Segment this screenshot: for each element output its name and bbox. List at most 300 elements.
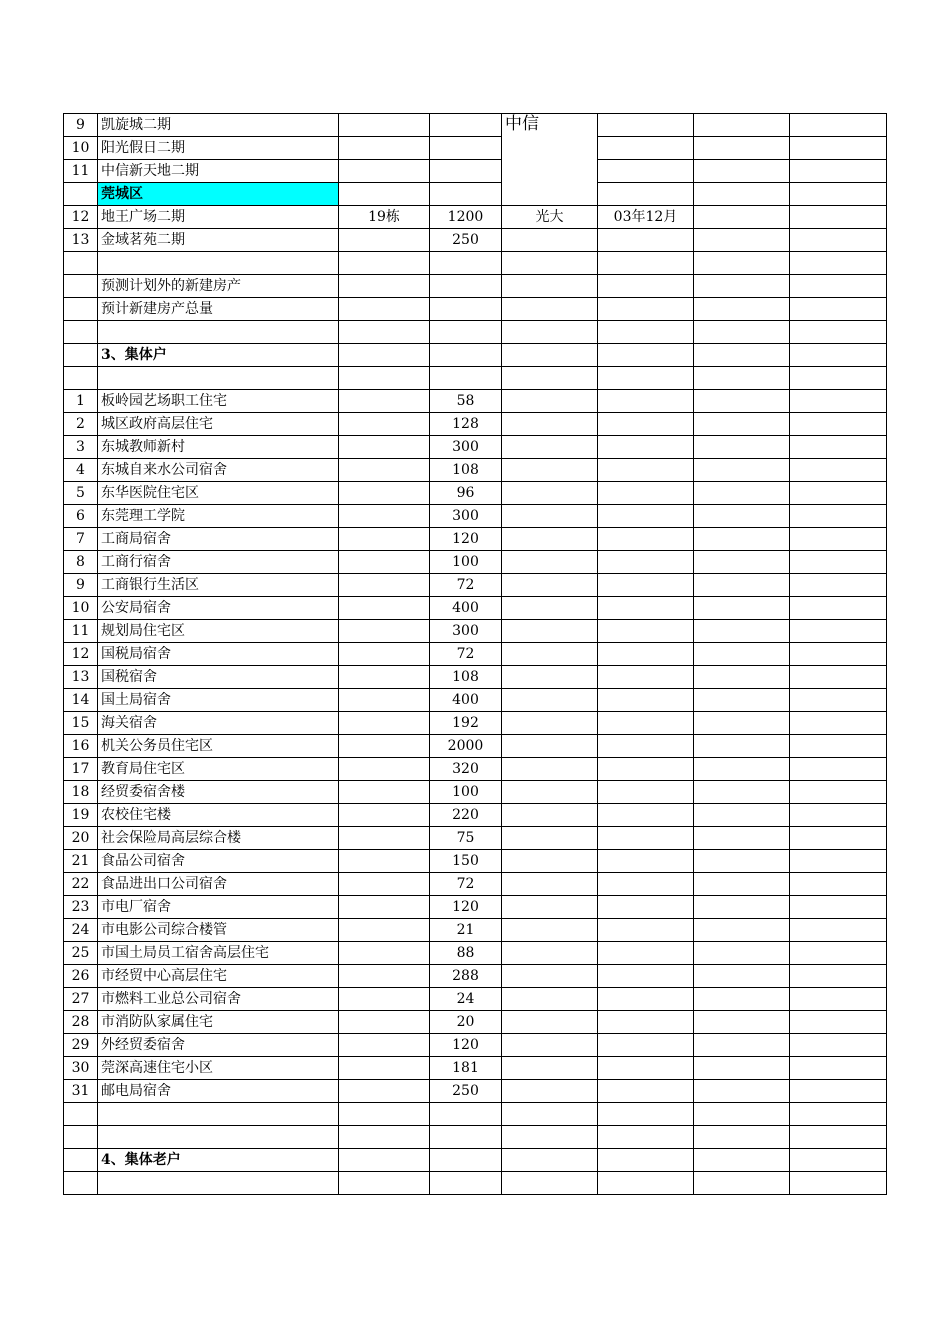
date-cell[interactable] xyxy=(598,229,694,252)
empty-cell[interactable] xyxy=(694,1149,790,1172)
row-number[interactable]: 25 xyxy=(64,942,98,965)
empty-cell[interactable] xyxy=(502,781,598,804)
empty-cell[interactable] xyxy=(694,712,790,735)
empty-cell[interactable] xyxy=(598,1034,694,1057)
row-number[interactable]: 10 xyxy=(64,597,98,620)
row-number[interactable] xyxy=(64,298,98,321)
row-number[interactable]: 13 xyxy=(64,666,98,689)
empty-cell[interactable] xyxy=(790,160,887,183)
empty-cell[interactable] xyxy=(694,1034,790,1057)
project-name[interactable]: 市电影公司综合楼管 xyxy=(98,919,339,942)
empty-cell[interactable] xyxy=(694,827,790,850)
project-name[interactable]: 东华医院住宅区 xyxy=(98,482,339,505)
empty-cell[interactable] xyxy=(694,160,790,183)
units-cell[interactable]: 120 xyxy=(430,896,502,919)
project-name[interactable]: 东莞理工学院 xyxy=(98,505,339,528)
empty-cell[interactable] xyxy=(790,643,887,666)
empty-cell[interactable] xyxy=(98,321,339,344)
developer-merged-cell[interactable]: 中信 xyxy=(502,114,598,206)
units-cell[interactable] xyxy=(430,137,502,160)
buildings-cell[interactable] xyxy=(339,390,430,413)
project-name[interactable]: 地王广场二期 xyxy=(98,206,339,229)
buildings-cell[interactable] xyxy=(339,1034,430,1057)
buildings-cell[interactable] xyxy=(339,505,430,528)
units-cell[interactable]: 2000 xyxy=(430,735,502,758)
empty-cell[interactable] xyxy=(502,298,598,321)
units-cell[interactable]: 192 xyxy=(430,712,502,735)
empty-cell[interactable] xyxy=(790,528,887,551)
empty-cell[interactable] xyxy=(694,298,790,321)
units-cell[interactable]: 72 xyxy=(430,873,502,896)
empty-cell[interactable] xyxy=(790,390,887,413)
empty-cell[interactable] xyxy=(598,781,694,804)
buildings-cell[interactable] xyxy=(339,873,430,896)
empty-cell[interactable] xyxy=(502,482,598,505)
row-number[interactable]: 12 xyxy=(64,643,98,666)
project-name[interactable]: 工商局宿舍 xyxy=(98,528,339,551)
units-cell[interactable]: 21 xyxy=(430,919,502,942)
developer-cell[interactable] xyxy=(502,229,598,252)
empty-cell[interactable] xyxy=(502,252,598,275)
empty-cell[interactable] xyxy=(790,597,887,620)
date-cell[interactable]: 03年12月 xyxy=(598,206,694,229)
empty-cell[interactable] xyxy=(598,1057,694,1080)
empty-cell[interactable] xyxy=(790,551,887,574)
empty-cell[interactable] xyxy=(339,344,430,367)
empty-cell[interactable] xyxy=(598,390,694,413)
empty-cell[interactable] xyxy=(790,413,887,436)
empty-cell[interactable] xyxy=(790,804,887,827)
units-cell[interactable]: 20 xyxy=(430,1011,502,1034)
empty-cell[interactable] xyxy=(598,1011,694,1034)
empty-cell[interactable] xyxy=(502,1126,598,1149)
empty-cell[interactable] xyxy=(502,1172,598,1195)
row-number[interactable]: 7 xyxy=(64,528,98,551)
empty-cell[interactable] xyxy=(694,229,790,252)
empty-cell[interactable] xyxy=(64,1172,98,1195)
section-label-collective[interactable]: 3、集体户 xyxy=(98,344,339,367)
empty-cell[interactable] xyxy=(502,988,598,1011)
row-number[interactable]: 19 xyxy=(64,804,98,827)
empty-cell[interactable] xyxy=(694,988,790,1011)
empty-cell[interactable] xyxy=(694,735,790,758)
empty-cell[interactable] xyxy=(502,574,598,597)
project-name[interactable]: 工商银行生活区 xyxy=(98,574,339,597)
row-number[interactable]: 14 xyxy=(64,689,98,712)
empty-cell[interactable] xyxy=(790,620,887,643)
units-cell[interactable]: 1200 xyxy=(430,206,502,229)
units-cell[interactable]: 24 xyxy=(430,988,502,1011)
project-name[interactable]: 经贸委宿舍楼 xyxy=(98,781,339,804)
empty-cell[interactable] xyxy=(790,1080,887,1103)
empty-cell[interactable] xyxy=(694,344,790,367)
empty-cell[interactable] xyxy=(790,137,887,160)
empty-cell[interactable] xyxy=(694,528,790,551)
empty-cell[interactable] xyxy=(430,367,502,390)
units-cell[interactable]: 120 xyxy=(430,1034,502,1057)
buildings-cell[interactable] xyxy=(339,459,430,482)
empty-cell[interactable] xyxy=(502,896,598,919)
empty-cell[interactable] xyxy=(98,252,339,275)
empty-cell[interactable] xyxy=(339,183,430,206)
empty-cell[interactable] xyxy=(694,413,790,436)
empty-cell[interactable] xyxy=(694,505,790,528)
empty-cell[interactable] xyxy=(64,1126,98,1149)
row-number[interactable]: 9 xyxy=(64,114,98,137)
empty-cell[interactable] xyxy=(598,459,694,482)
date-cell[interactable] xyxy=(598,160,694,183)
empty-cell[interactable] xyxy=(502,321,598,344)
empty-cell[interactable] xyxy=(502,528,598,551)
empty-cell[interactable] xyxy=(790,827,887,850)
empty-cell[interactable] xyxy=(598,367,694,390)
row-number[interactable]: 10 xyxy=(64,137,98,160)
empty-cell[interactable] xyxy=(339,367,430,390)
row-number[interactable]: 29 xyxy=(64,1034,98,1057)
empty-cell[interactable] xyxy=(694,574,790,597)
buildings-cell[interactable] xyxy=(339,942,430,965)
empty-cell[interactable] xyxy=(790,114,887,137)
empty-cell[interactable] xyxy=(598,597,694,620)
buildings-cell[interactable] xyxy=(339,735,430,758)
project-name[interactable]: 国税局宿舍 xyxy=(98,643,339,666)
empty-cell[interactable] xyxy=(694,689,790,712)
empty-cell[interactable] xyxy=(502,873,598,896)
units-cell[interactable]: 88 xyxy=(430,942,502,965)
empty-cell[interactable] xyxy=(790,459,887,482)
empty-cell[interactable] xyxy=(694,1057,790,1080)
empty-cell[interactable] xyxy=(694,367,790,390)
empty-cell[interactable] xyxy=(790,942,887,965)
units-cell[interactable]: 120 xyxy=(430,528,502,551)
empty-cell[interactable] xyxy=(430,1149,502,1172)
buildings-cell[interactable] xyxy=(339,413,430,436)
empty-cell[interactable] xyxy=(98,1172,339,1195)
empty-cell[interactable] xyxy=(502,689,598,712)
empty-cell[interactable] xyxy=(598,942,694,965)
row-number[interactable]: 1 xyxy=(64,390,98,413)
date-cell[interactable] xyxy=(598,137,694,160)
row-number[interactable] xyxy=(64,1149,98,1172)
empty-cell[interactable] xyxy=(98,1103,339,1126)
empty-cell[interactable] xyxy=(502,919,598,942)
empty-cell[interactable] xyxy=(790,298,887,321)
empty-cell[interactable] xyxy=(694,850,790,873)
empty-cell[interactable] xyxy=(502,643,598,666)
buildings-cell[interactable] xyxy=(339,712,430,735)
empty-cell[interactable] xyxy=(598,413,694,436)
empty-cell[interactable] xyxy=(598,321,694,344)
empty-cell[interactable] xyxy=(790,183,887,206)
units-cell[interactable]: 400 xyxy=(430,597,502,620)
empty-cell[interactable] xyxy=(790,436,887,459)
row-number[interactable]: 15 xyxy=(64,712,98,735)
buildings-cell[interactable] xyxy=(339,620,430,643)
empty-cell[interactable] xyxy=(598,804,694,827)
project-name[interactable]: 规划局住宅区 xyxy=(98,620,339,643)
empty-cell[interactable] xyxy=(598,712,694,735)
empty-cell[interactable] xyxy=(790,919,887,942)
empty-cell[interactable] xyxy=(694,942,790,965)
buildings-cell[interactable] xyxy=(339,1011,430,1034)
empty-cell[interactable] xyxy=(694,965,790,988)
empty-cell[interactable] xyxy=(339,1149,430,1172)
buildings-cell[interactable] xyxy=(339,919,430,942)
empty-cell[interactable] xyxy=(694,137,790,160)
empty-cell[interactable] xyxy=(694,1080,790,1103)
units-cell[interactable]: 250 xyxy=(430,229,502,252)
empty-cell[interactable] xyxy=(598,735,694,758)
buildings-cell[interactable] xyxy=(339,114,430,137)
project-name[interactable]: 工商行宿舍 xyxy=(98,551,339,574)
empty-cell[interactable] xyxy=(598,1172,694,1195)
row-number[interactable]: 21 xyxy=(64,850,98,873)
row-number[interactable]: 18 xyxy=(64,781,98,804)
empty-cell[interactable] xyxy=(694,436,790,459)
units-cell[interactable]: 128 xyxy=(430,413,502,436)
date-cell[interactable] xyxy=(598,114,694,137)
empty-cell[interactable] xyxy=(790,367,887,390)
empty-cell[interactable] xyxy=(790,988,887,1011)
empty-cell[interactable] xyxy=(502,1034,598,1057)
units-cell[interactable] xyxy=(430,114,502,137)
empty-cell[interactable] xyxy=(598,275,694,298)
project-name[interactable]: 食品进出口公司宿舍 xyxy=(98,873,339,896)
row-number[interactable]: 22 xyxy=(64,873,98,896)
empty-cell[interactable] xyxy=(694,1011,790,1034)
units-cell[interactable]: 300 xyxy=(430,436,502,459)
empty-cell[interactable] xyxy=(502,275,598,298)
row-number[interactable] xyxy=(64,275,98,298)
empty-cell[interactable] xyxy=(502,804,598,827)
empty-cell[interactable] xyxy=(598,1103,694,1126)
project-name[interactable]: 公安局宿舍 xyxy=(98,597,339,620)
row-number[interactable]: 16 xyxy=(64,735,98,758)
empty-cell[interactable] xyxy=(790,1034,887,1057)
empty-cell[interactable] xyxy=(790,1057,887,1080)
row-number[interactable]: 9 xyxy=(64,574,98,597)
buildings-cell[interactable] xyxy=(339,137,430,160)
empty-cell[interactable] xyxy=(502,344,598,367)
empty-cell[interactable] xyxy=(790,229,887,252)
empty-cell[interactable] xyxy=(694,114,790,137)
empty-cell[interactable] xyxy=(694,183,790,206)
buildings-cell[interactable] xyxy=(339,850,430,873)
empty-cell[interactable] xyxy=(694,1172,790,1195)
buildings-cell[interactable] xyxy=(339,551,430,574)
buildings-cell[interactable] xyxy=(339,160,430,183)
empty-cell[interactable] xyxy=(598,252,694,275)
empty-cell[interactable] xyxy=(694,482,790,505)
project-name[interactable]: 机关公务员住宅区 xyxy=(98,735,339,758)
empty-cell[interactable] xyxy=(64,367,98,390)
empty-cell[interactable] xyxy=(430,275,502,298)
empty-cell[interactable] xyxy=(598,827,694,850)
empty-cell[interactable] xyxy=(598,988,694,1011)
empty-cell[interactable] xyxy=(502,551,598,574)
empty-cell[interactable] xyxy=(694,620,790,643)
empty-cell[interactable] xyxy=(694,758,790,781)
empty-cell[interactable] xyxy=(598,965,694,988)
row-number[interactable]: 3 xyxy=(64,436,98,459)
buildings-cell[interactable] xyxy=(339,482,430,505)
empty-cell[interactable] xyxy=(430,1103,502,1126)
project-name[interactable]: 中信新天地二期 xyxy=(98,160,339,183)
empty-cell[interactable] xyxy=(598,1149,694,1172)
empty-cell[interactable] xyxy=(790,1011,887,1034)
row-number[interactable] xyxy=(64,183,98,206)
units-cell[interactable]: 72 xyxy=(430,643,502,666)
empty-cell[interactable] xyxy=(430,298,502,321)
project-name[interactable]: 海关宿舍 xyxy=(98,712,339,735)
empty-cell[interactable] xyxy=(694,206,790,229)
empty-cell[interactable] xyxy=(694,896,790,919)
empty-cell[interactable] xyxy=(790,735,887,758)
empty-cell[interactable] xyxy=(790,873,887,896)
developer-cell[interactable]: 光大 xyxy=(502,206,598,229)
project-name[interactable]: 市消防队家属住宅 xyxy=(98,1011,339,1034)
empty-cell[interactable] xyxy=(790,666,887,689)
project-name[interactable]: 市电厂宿舍 xyxy=(98,896,339,919)
units-cell[interactable]: 96 xyxy=(430,482,502,505)
empty-cell[interactable] xyxy=(339,298,430,321)
project-name[interactable]: 东城自来水公司宿舍 xyxy=(98,459,339,482)
units-cell[interactable]: 300 xyxy=(430,505,502,528)
buildings-cell[interactable] xyxy=(339,1057,430,1080)
project-name[interactable]: 金域茗苑二期 xyxy=(98,229,339,252)
empty-cell[interactable] xyxy=(430,1172,502,1195)
project-name[interactable]: 板岭园艺场职工住宅 xyxy=(98,390,339,413)
empty-cell[interactable] xyxy=(598,758,694,781)
empty-cell[interactable] xyxy=(790,689,887,712)
buildings-cell[interactable] xyxy=(339,574,430,597)
empty-cell[interactable] xyxy=(694,252,790,275)
summary-label[interactable]: 预计新建房产总量 xyxy=(98,298,339,321)
project-name[interactable]: 市国土局员工宿舍高层住宅 xyxy=(98,942,339,965)
buildings-cell[interactable] xyxy=(339,436,430,459)
empty-cell[interactable] xyxy=(502,666,598,689)
empty-cell[interactable] xyxy=(502,758,598,781)
project-name[interactable]: 外经贸委宿舍 xyxy=(98,1034,339,1057)
empty-cell[interactable] xyxy=(694,666,790,689)
units-cell[interactable]: 250 xyxy=(430,1080,502,1103)
empty-cell[interactable] xyxy=(430,321,502,344)
empty-cell[interactable] xyxy=(339,252,430,275)
project-name[interactable]: 农校住宅楼 xyxy=(98,804,339,827)
row-number[interactable]: 12 xyxy=(64,206,98,229)
empty-cell[interactable] xyxy=(598,528,694,551)
empty-cell[interactable] xyxy=(694,804,790,827)
empty-cell[interactable] xyxy=(598,620,694,643)
empty-cell[interactable] xyxy=(598,574,694,597)
buildings-cell[interactable] xyxy=(339,1080,430,1103)
empty-cell[interactable] xyxy=(694,919,790,942)
empty-cell[interactable] xyxy=(790,321,887,344)
units-cell[interactable]: 150 xyxy=(430,850,502,873)
empty-cell[interactable] xyxy=(502,436,598,459)
project-name[interactable]: 阳光假日二期 xyxy=(98,137,339,160)
buildings-cell[interactable] xyxy=(339,965,430,988)
empty-cell[interactable] xyxy=(598,666,694,689)
empty-cell[interactable] xyxy=(598,873,694,896)
units-cell[interactable]: 220 xyxy=(430,804,502,827)
empty-cell[interactable] xyxy=(598,850,694,873)
empty-cell[interactable] xyxy=(694,459,790,482)
empty-cell[interactable] xyxy=(502,505,598,528)
empty-cell[interactable] xyxy=(598,1126,694,1149)
empty-cell[interactable] xyxy=(694,321,790,344)
row-number[interactable]: 13 xyxy=(64,229,98,252)
buildings-cell[interactable] xyxy=(339,666,430,689)
empty-cell[interactable] xyxy=(694,597,790,620)
empty-cell[interactable] xyxy=(502,712,598,735)
empty-cell[interactable] xyxy=(598,551,694,574)
empty-cell[interactable] xyxy=(790,344,887,367)
row-number[interactable]: 27 xyxy=(64,988,98,1011)
empty-cell[interactable] xyxy=(430,1126,502,1149)
empty-cell[interactable] xyxy=(98,1126,339,1149)
row-number[interactable]: 20 xyxy=(64,827,98,850)
empty-cell[interactable] xyxy=(502,1011,598,1034)
section-label-guancheng[interactable]: 莞城区 xyxy=(98,183,339,206)
empty-cell[interactable] xyxy=(598,919,694,942)
empty-cell[interactable] xyxy=(694,275,790,298)
empty-cell[interactable] xyxy=(598,436,694,459)
units-cell[interactable]: 300 xyxy=(430,620,502,643)
buildings-cell[interactable]: 19栋 xyxy=(339,206,430,229)
project-name[interactable]: 邮电局宿舍 xyxy=(98,1080,339,1103)
empty-cell[interactable] xyxy=(502,850,598,873)
project-name[interactable]: 国土局宿舍 xyxy=(98,689,339,712)
units-cell[interactable]: 320 xyxy=(430,758,502,781)
buildings-cell[interactable] xyxy=(339,896,430,919)
empty-cell[interactable] xyxy=(790,1126,887,1149)
empty-cell[interactable] xyxy=(502,367,598,390)
empty-cell[interactable] xyxy=(502,735,598,758)
empty-cell[interactable] xyxy=(502,1103,598,1126)
empty-cell[interactable] xyxy=(64,321,98,344)
row-number[interactable]: 8 xyxy=(64,551,98,574)
empty-cell[interactable] xyxy=(790,896,887,919)
empty-cell[interactable] xyxy=(598,689,694,712)
project-name[interactable]: 食品公司宿舍 xyxy=(98,850,339,873)
empty-cell[interactable] xyxy=(98,367,339,390)
empty-cell[interactable] xyxy=(790,574,887,597)
empty-cell[interactable] xyxy=(339,321,430,344)
row-number[interactable]: 5 xyxy=(64,482,98,505)
buildings-cell[interactable] xyxy=(339,988,430,1011)
project-name[interactable]: 国税宿舍 xyxy=(98,666,339,689)
empty-cell[interactable] xyxy=(598,183,694,206)
empty-cell[interactable] xyxy=(339,1103,430,1126)
row-number[interactable]: 6 xyxy=(64,505,98,528)
row-number[interactable] xyxy=(64,344,98,367)
units-cell[interactable]: 108 xyxy=(430,459,502,482)
buildings-cell[interactable] xyxy=(339,827,430,850)
row-number[interactable]: 17 xyxy=(64,758,98,781)
buildings-cell[interactable] xyxy=(339,758,430,781)
row-number[interactable]: 2 xyxy=(64,413,98,436)
project-name[interactable]: 社会保险局高层综合楼 xyxy=(98,827,339,850)
empty-cell[interactable] xyxy=(430,252,502,275)
empty-cell[interactable] xyxy=(598,505,694,528)
row-number[interactable]: 24 xyxy=(64,919,98,942)
empty-cell[interactable] xyxy=(790,206,887,229)
project-name[interactable]: 凯旋城二期 xyxy=(98,114,339,137)
project-name[interactable]: 城区政府高层住宅 xyxy=(98,413,339,436)
summary-label[interactable]: 预测计划外的新建房产 xyxy=(98,275,339,298)
empty-cell[interactable] xyxy=(339,275,430,298)
